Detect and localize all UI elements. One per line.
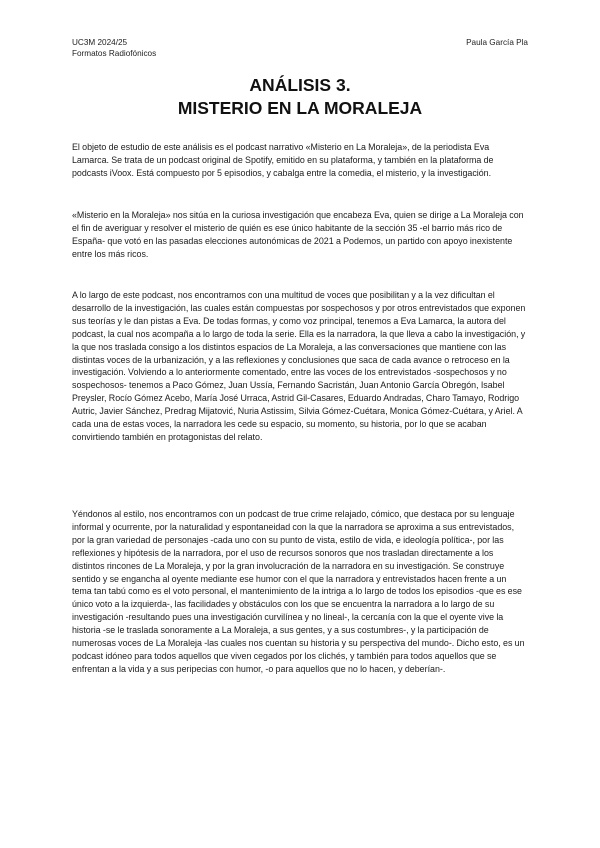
paragraph-voices: A lo largo de este podcast, nos encontramos con una multitud de voces que posibilitan y a la vez dificultan el desarrollo de la investigación, las cuales están compuestas por sospechosos y por otros entrevistados que exponen sus teorías y le dan pistas a Eva. De todas formas, y como voz principal, tenemos a Eva Lamarca, la autora del podcast, la cual nos acompaña a lo largo de toda la serie. Ella es la narradora, la que lleva a cabo la investigación, y la que nos traslada consigo a los distintos espacios de La Moraleja, a las conversaciones que mantiene con las distintas voces de la urbanización, y a las reflexiones y conclusiones que saca de cada avance o retroceso en la investigación. Volviendo a lo anteriormente comentado, entre las voces de los entrevistados -sospechosos y no sospechosos- tenemos a Paco Gómez, Juan Ussía, Fernando Sacristán, Juan Antonio García Obregón, Isabel Preysler, Rocío Gómez Acebo, María José Urraca, Astrid Gil-Casares, Eduardo Andradas, Charo Tamayo, Rodrigo Autric, Javier Sánchez, Predrag Mijatović, Nuria Astissim, Silvia Gómez-Cuétara, Monica Gómez-Cuétara, y Ariel. A cada una de estas voces, la narradora les cede su espacio, su momento, su historia, por lo que se acaban convirtiendo también en protagonistas del relato. xyxy=(72,290,526,442)
title-line-1: ANÁLISIS 3. xyxy=(249,75,351,95)
page-title xyxy=(0,74,600,120)
paragraph-intro: El objeto de estudio de este análisis es el podcast narrativo «Misterio en La Moraleja», de la periodista Eva Lamarca. Se trata de un podcast original de Spotify, emitido en su plataforma, y también en la plataforma de podcasts iVoox. Está compuesto por 5 episodios, y cabalga entre la comedia, el misterio, y la investigación. xyxy=(72,142,494,178)
header-course-name: Formatos Radiofónicos xyxy=(72,49,157,58)
title-line-2: MISTERIO EN LA MORALEJA xyxy=(177,98,423,118)
paragraph-premise: «Misterio en la Moraleja» nos sitúa en la curiosa investigación que encabeza Eva, quien se dirige a La Moraleja con el fin de averiguar y resolver el misterio de quién es ese único habitante de la sección 35 -el barrio más rico de España- que votó en las pasadas elecciones autonómicas de 2021 a Podemos, un partido con apoyo inexistente entre los más ricos. xyxy=(72,210,524,259)
header-course-year: UC3M 2024/25 xyxy=(72,38,128,47)
header-author: Paula García Pla xyxy=(466,38,528,47)
header-course-info xyxy=(72,37,156,59)
paragraph-style: Yéndonos al estilo, nos encontramos con un podcast de true crime relajado, cómico, que destaca por su lenguaje informal y ocurrente, por la naturalidad y espontaneidad con la que la narradora se aproxima a sus entrevistados, por la gran variedad de personajes -cada uno con su punto de vista, estilo de vida, e ideología política-, por las reflexiones y hipótesis de la narradora, por el uso de recursos sonoros que nos trasladan directamente a los distintos rincones de La Moraleja, y por la gran involucración de la narradora en su investigación. Se construye sentido y se engancha al oyente mediante ese humor con el que la narradora y entrevistados hacen frente a un tema tan tabú como es el voto personal, el mantenimiento de la intriga a lo largo de todos los episodios -que es ese único voto a la izquierda-, las facilidades y obstáculos con los que se encuentra la narradora a lo largo de su investigación -resultando pues una investigación curvilínea y no lineal-, la cercanía con la que el oyente vive la historia -se le traslada sonoramente a La Moraleja, a sus gentes, y a sus costumbres-, y la participación de numerosas voces de La Moraleja -las cuales nos cuentan su historia y su perspectiva del mundo-. Dicho esto, es un podcast idóneo para todos aquellos que viven cegados por los clichés, y también para todos aquellos que se enfrentan a la vida y a sus peripecias con humor, -o para aquellos que no lo hacen, y deberían-. xyxy=(72,509,525,674)
